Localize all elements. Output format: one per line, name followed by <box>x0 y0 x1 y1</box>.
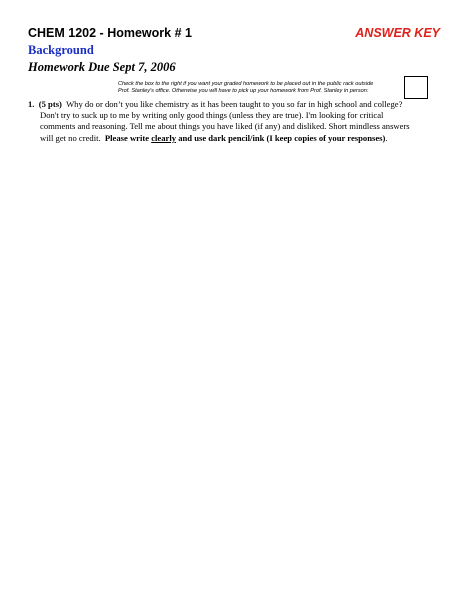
answer-key-label: ANSWER KEY <box>355 26 440 40</box>
section-heading: Background <box>28 43 94 57</box>
instruction-underlined: clearly <box>151 132 177 143</box>
public-rack-checkbox[interactable] <box>404 76 428 99</box>
instruction-bold: and use dark pencil/ink (I keep copies of your responses) <box>178 132 386 143</box>
header <box>28 26 440 44</box>
question-number: 1. <box>28 99 35 109</box>
question-line <box>28 133 448 144</box>
due-date: Homework Due Sept 7, 2006 <box>28 60 176 74</box>
pickup-note-line: Prof. Stanley's office. Otherwise you will have to pick up your homework from Prof. Stanley in person: <box>118 88 369 94</box>
course-title: CHEM 1202 - Homework # 1 <box>28 26 192 40</box>
instruction-bold: Please write <box>104 132 150 143</box>
question-text: . <box>385 132 388 143</box>
question-line <box>28 99 448 110</box>
question-points: (5 pts) <box>38 99 62 109</box>
question-1 <box>28 99 448 144</box>
question-line: comments and reasoning. Tell me about things you have liked (if any) and disliked. Short mindless answers <box>40 121 410 132</box>
question-text: will get no credit. <box>40 132 101 143</box>
question-line: Don't try to suck up to me by writing only good things (unless they are true). I'm looking for critical <box>40 110 384 121</box>
pickup-note <box>118 81 398 95</box>
pickup-note-line: Check the box to the right if you want your graded homework to be placed out in the public rack outside <box>118 81 374 87</box>
question-text: Why do or don’t you like chemistry as it has been taught to you so far in high school and college? <box>66 99 403 109</box>
